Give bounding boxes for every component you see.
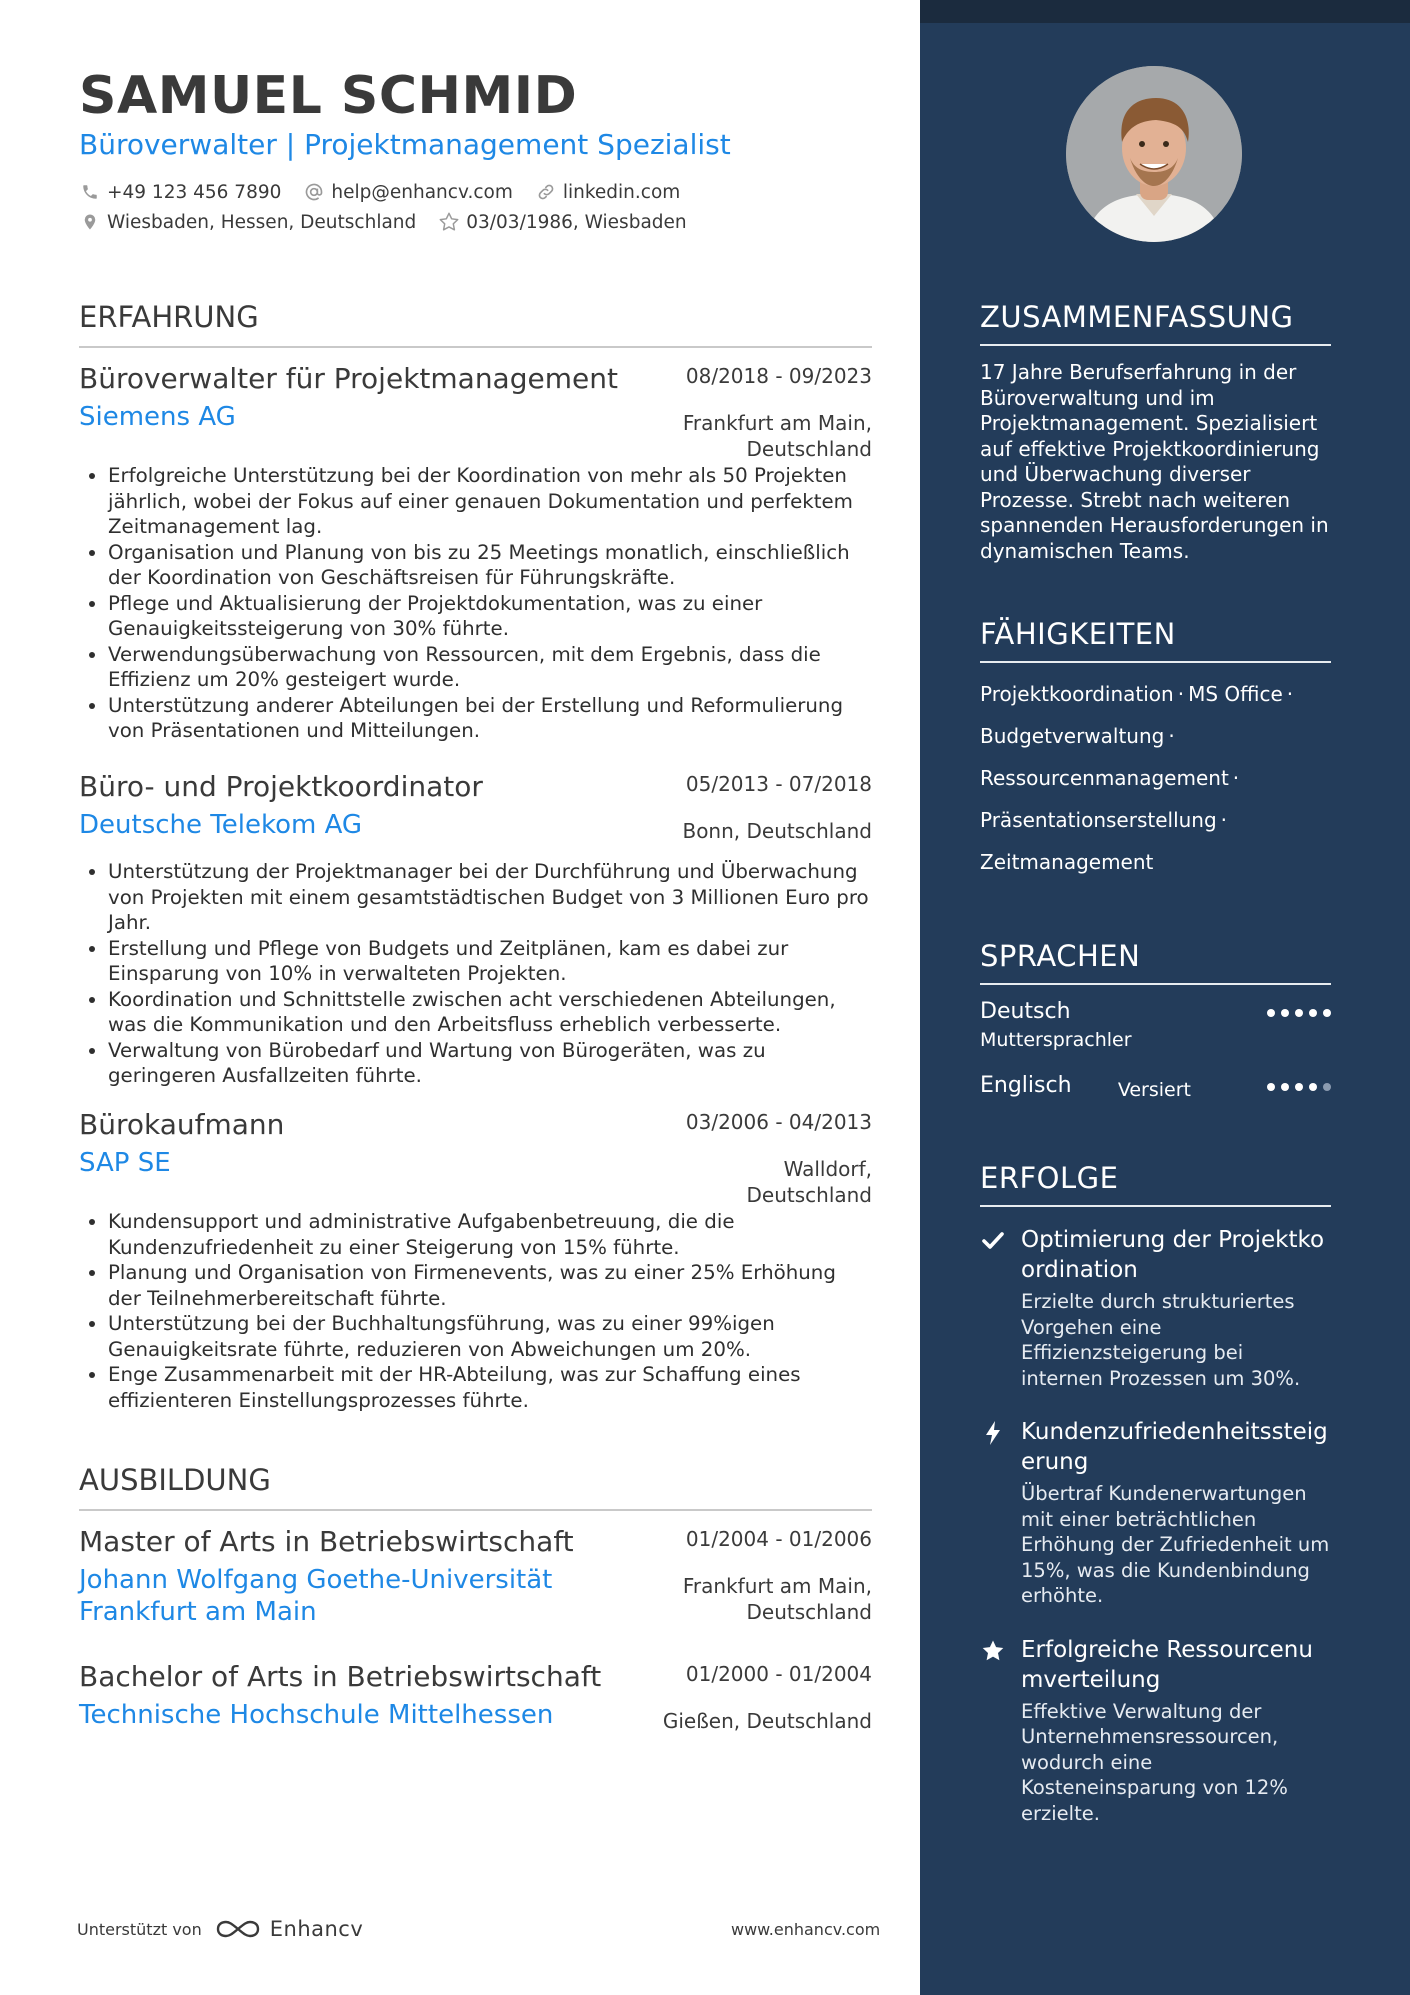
job-location bbox=[682, 819, 872, 845]
job-title: Büro- und Projektkoordinator bbox=[79, 770, 483, 803]
skills-list bbox=[980, 673, 1331, 883]
email-text: help@enhancv.com bbox=[331, 181, 513, 203]
footer-url[interactable]: www.enhancv.com bbox=[731, 1920, 881, 1939]
language-name: Deutsch bbox=[980, 999, 1071, 1024]
achievement-title: Erfolgreiche Ressourcenumverteilung bbox=[1021, 1636, 1313, 1693]
school-name-line: Frankfurt am Main bbox=[79, 1597, 317, 1627]
skill-separator: · bbox=[1168, 724, 1175, 748]
contact-row-2 bbox=[79, 211, 709, 233]
resume-title: Büroverwalter | Projektmanagement Spezialist bbox=[79, 128, 731, 161]
job-title: Büroverwalter für Projektmanagement bbox=[79, 362, 618, 395]
skill-item: Projektkoordination bbox=[980, 682, 1174, 706]
education-date: 01/2004 - 01/2006 bbox=[685, 1527, 872, 1551]
school-name-line: Johann Wolfgang Goethe-Universität bbox=[79, 1565, 553, 1595]
rating-dot-filled bbox=[1267, 1009, 1275, 1017]
skills-section bbox=[980, 617, 1331, 883]
education-entry bbox=[79, 1525, 872, 1628]
contact-location bbox=[79, 211, 416, 233]
contact-birth bbox=[438, 211, 686, 233]
degree-title: Master of Arts in Betriebswirtschaft bbox=[79, 1525, 574, 1558]
language-item bbox=[980, 1073, 1331, 1113]
education-location-line: Frankfurt am Main, bbox=[682, 1574, 872, 1598]
job-date: 03/2006 - 04/2013 bbox=[685, 1110, 872, 1134]
job-location bbox=[683, 411, 872, 462]
bullet-item: • Erfolgreiche Unterstützung bei der Koordination von mehr als 50 Projekten jährlich, wobei der Fokus auf einer genauen Dokumentation und perfektem Zeitmanagement lag. bbox=[108, 463, 872, 540]
school-name[interactable]: Technische Hochschule Mittelhessen bbox=[79, 1700, 554, 1730]
resume-name: SAMUEL SCHMID bbox=[79, 66, 578, 126]
experience-heading: ERFAHRUNG bbox=[79, 300, 872, 348]
achievements-section bbox=[980, 1161, 1331, 1826]
language-name: Englisch bbox=[980, 1073, 1072, 1098]
rating-dot-filled bbox=[1267, 1083, 1275, 1091]
achievement-desc: Übertraf Kundenerwartungen mit einer beträchtlichen Erhöhung der Zufriedenheit um 15%, was die Kundenbindung erhöhte. bbox=[1021, 1482, 1330, 1607]
summary-section bbox=[980, 300, 1331, 564]
summary-heading: ZUSAMMENFASSUNG bbox=[980, 300, 1331, 346]
education-date: 01/2000 - 01/2004 bbox=[685, 1662, 872, 1686]
bullet-item: • Koordination und Schnittstelle zwischen acht verschiedenen Abteilungen, was die Kommunikation und den Arbeitsfluss erheblich verbesserte. bbox=[108, 987, 872, 1038]
bullet-item: • Unterstützung anderer Abteilungen bei der Erstellung und Reformulierung von Präsentationen und Mitteilungen. bbox=[108, 693, 872, 744]
skill-item: Budgetverwaltung bbox=[980, 724, 1165, 748]
rating-dot-filled bbox=[1295, 1083, 1303, 1091]
enhancv-logo-icon bbox=[214, 1917, 262, 1941]
contact-row-1 bbox=[79, 181, 702, 203]
bullet-item: • Unterstützung der Projektmanager bei der Durchführung und Überwachung von Projekten mit einem gesamtstädtischen Budget von 3 Millionen Euro pro Jahr. bbox=[108, 859, 872, 936]
job-title: Bürokaufmann bbox=[79, 1108, 285, 1141]
star-outline-icon bbox=[438, 211, 460, 233]
skill-item: Zeitmanagement bbox=[980, 850, 1154, 874]
language-item bbox=[980, 999, 1331, 1059]
education-entry bbox=[79, 1660, 872, 1731]
check-icon bbox=[980, 1228, 1006, 1254]
language-level: Muttersprachler bbox=[980, 1029, 1132, 1051]
rating-dot-filled bbox=[1281, 1083, 1289, 1091]
contact-linkedin[interactable] bbox=[535, 181, 680, 203]
job-bullets bbox=[108, 1209, 872, 1413]
achievements-heading: ERFOLGE bbox=[980, 1161, 1331, 1207]
education-location-line: Gießen, Deutschland bbox=[662, 1709, 872, 1733]
sidebar-top-bar bbox=[920, 0, 1410, 23]
bullet-item: • Enge Zusammenarbeit mit der HR-Abteilung, was zur Schaffung eines effizienteren Einstellungsprozesses führte. bbox=[108, 1362, 872, 1413]
phone-icon bbox=[79, 181, 101, 203]
job-entry bbox=[79, 1108, 872, 1413]
bullet-item: • Verwendungsüberwachung von Ressourcen, mit dem Ergebnis, dass die Effizienz um 20% gesteigert wurde. bbox=[108, 642, 872, 693]
bullet-item: • Erstellung und Pflege von Budgets und Zeitplänen, kam es dabei zur Einsparung von 10% in verwalteten Projekten. bbox=[108, 936, 872, 987]
sidebar bbox=[920, 0, 1410, 1995]
achievement-item bbox=[980, 1225, 1331, 1391]
rating-dot-filled bbox=[1309, 1009, 1317, 1017]
job-location-line: Bonn, Deutschland bbox=[682, 819, 872, 843]
job-bullets bbox=[108, 859, 872, 1089]
rating-dot-filled bbox=[1281, 1009, 1289, 1017]
achievement-item bbox=[980, 1417, 1331, 1609]
skill-separator: · bbox=[1232, 766, 1240, 790]
phone-text: +49 123 456 7890 bbox=[107, 181, 282, 203]
language-rating bbox=[1267, 1009, 1331, 1017]
skill-separator: · bbox=[1286, 682, 1294, 706]
bullet-item: • Planung und Organisation von Firmenevents, was zu einer 25% Erhöhung der Teilnehmerbereitschaft führte. bbox=[108, 1260, 872, 1311]
bolt-icon bbox=[980, 1420, 1006, 1446]
avatar bbox=[1066, 66, 1242, 242]
education-location bbox=[663, 1709, 872, 1735]
link-icon bbox=[535, 181, 557, 203]
rating-dot-empty bbox=[1323, 1083, 1331, 1091]
language-level: Versiert bbox=[1117, 1079, 1191, 1101]
languages-section bbox=[980, 939, 1331, 1113]
at-icon bbox=[303, 181, 325, 203]
location-text: Wiesbaden, Hessen, Deutschland bbox=[107, 211, 417, 233]
job-company[interactable]: Deutsche Telekom AG bbox=[79, 810, 363, 840]
degree-title: Bachelor of Arts in Betriebswirtschaft bbox=[79, 1660, 602, 1693]
birth-text: 03/03/1986, Wiesbaden bbox=[466, 211, 687, 233]
rating-dot-filled bbox=[1295, 1009, 1303, 1017]
achievement-desc: Effektive Verwaltung der Unternehmensressourcen, wodurch eine Kosteneinsparung von 12% erzielte. bbox=[1021, 1699, 1288, 1825]
skill-separator: · bbox=[1177, 682, 1185, 706]
achievement-title: Kundenzufriedenheitssteigerung bbox=[1021, 1419, 1328, 1475]
bullet-item: • Organisation und Planung von bis zu 25 Meetings monatlich, einschließlich der Koordination von Geschäftsreisen für Führungskräfte. bbox=[108, 540, 872, 591]
achievement-item bbox=[980, 1635, 1331, 1827]
skill-item: Ressourcenmanagement bbox=[980, 766, 1229, 790]
languages-heading: SPRACHEN bbox=[980, 939, 1331, 985]
job-company[interactable]: Siemens AG bbox=[79, 402, 236, 432]
job-location-line: Frankfurt am Main, bbox=[682, 411, 872, 435]
job-location bbox=[747, 1157, 873, 1208]
contact-email[interactable] bbox=[303, 181, 512, 203]
rating-dot-filled bbox=[1309, 1083, 1317, 1091]
job-entry bbox=[79, 362, 872, 744]
language-rating bbox=[1267, 1083, 1331, 1091]
education-heading: AUSBILDUNG bbox=[79, 1463, 872, 1511]
rating-dot-filled bbox=[1323, 1009, 1331, 1017]
job-company[interactable]: SAP SE bbox=[79, 1148, 171, 1178]
job-bullets bbox=[108, 463, 872, 744]
skills-heading: FÄHIGKEITEN bbox=[980, 617, 1331, 663]
job-location-line: Walldorf, bbox=[783, 1157, 872, 1181]
brand-text: Enhancv bbox=[269, 1917, 364, 1941]
education-location-line: Deutschland bbox=[746, 1599, 872, 1624]
bullet-item: • Verwaltung von Bürobedarf und Wartung von Bürogeräten, was zu geringeren Ausfallzeiten führte. bbox=[108, 1038, 872, 1089]
linkedin-text: linkedin.com bbox=[562, 181, 681, 203]
skill-item: MS Office bbox=[1188, 682, 1283, 706]
powered-by-text: Unterstützt von bbox=[77, 1919, 202, 1939]
skill-separator: · bbox=[1220, 808, 1228, 832]
footer-powered-by[interactable] bbox=[77, 1917, 363, 1941]
job-location-line: Deutschland bbox=[746, 436, 872, 461]
summary-text: 17 Jahre Berufserfahrung in der Büroverwaltung und im Projektmanagement. Spezialisiert auf effektive Projektkoordinierung und Überwachung diverser Prozesse. Strebt nach weiteren spannenden Herausforderungen in dynamischen Teams. bbox=[980, 360, 1329, 563]
job-date: 08/2018 - 09/2023 bbox=[685, 364, 872, 388]
location-pin-icon bbox=[79, 211, 101, 233]
bullet-item: • Pflege und Aktualisierung der Projektdokumentation, was zu einer Genauigkeitssteigerung von 30% führte. bbox=[108, 591, 872, 642]
job-entry bbox=[79, 770, 872, 1089]
star-icon bbox=[980, 1638, 1006, 1664]
education-location bbox=[683, 1574, 872, 1625]
skill-item: Präsentationserstellung bbox=[980, 808, 1217, 832]
achievement-title: Optimierung der Projektkoordination bbox=[1021, 1227, 1325, 1283]
bullet-item: • Kundensupport und administrative Aufgabenbetreuung, die die Kundenzufriedenheit zu einer Steigerung von 15% führte. bbox=[108, 1209, 872, 1260]
contact-phone[interactable] bbox=[79, 181, 281, 203]
job-date: 05/2013 - 07/2018 bbox=[685, 772, 872, 796]
bullet-item: • Unterstützung bei der Buchhaltungsführung, was zu einer 99%igen Genauigkeitsrate führte, reduzieren von Abweichungen um 20%. bbox=[108, 1311, 872, 1362]
achievement-desc: Erzielte durch strukturiertes Vorgehen eine Effizienzsteigerung bei internen Prozessen um 30%. bbox=[1021, 1290, 1301, 1390]
job-location-line: Deutschland bbox=[746, 1182, 872, 1207]
